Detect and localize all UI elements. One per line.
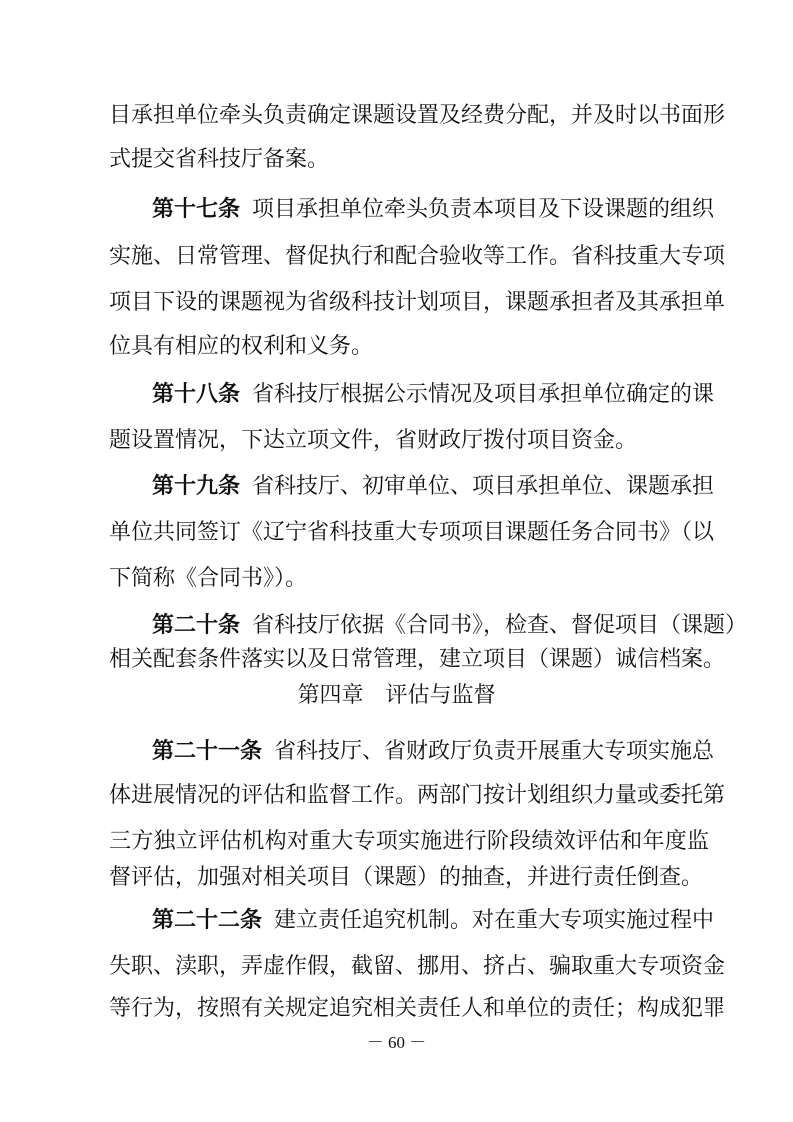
article-label: 第二十二条 bbox=[152, 908, 263, 933]
article-text: 建立责任追究机制。对在重大专项实施过程中 bbox=[274, 908, 715, 933]
article-text: 省科技厅依据《合同书》，检查、督促项目（课题） bbox=[252, 613, 748, 638]
paragraph-line: 实施、日常管理、督促执行和配合验收等工作。省科技重大专项 bbox=[109, 244, 726, 269]
article-22-first-line bbox=[152, 906, 715, 936]
paragraph-line: 三方独立评估机构对重大专项实施进行阶段绩效评估和年度监 bbox=[109, 829, 709, 854]
paragraph-line: 失职、渎职，弄虚作假，截留、挪用、挤占、骗取重大专项资金 bbox=[109, 954, 726, 979]
paragraph-line: 等行为，按照有关规定追究相关责任人和单位的责任；构成犯罪 bbox=[109, 996, 726, 1021]
paragraph-line: 位具有相应的权利和义务。 bbox=[109, 334, 374, 359]
chapter-number: 第四章 bbox=[297, 683, 364, 708]
article-label: 第二十一条 bbox=[152, 739, 263, 764]
article-text: 省科技厅根据公示情况及项目承担单位确定的课 bbox=[252, 382, 715, 407]
article-18-first-line bbox=[152, 380, 715, 410]
paragraph-line: 式提交省科技厅备案。 bbox=[109, 147, 330, 172]
article-21-first-line bbox=[152, 737, 715, 767]
paragraph-line: 目承担单位牵头负责确定课题设置及经费分配，并及时以书面形 bbox=[109, 103, 726, 128]
article-text: 项目承担单位牵头负责本项目及下设课题的组织 bbox=[252, 197, 715, 222]
chapter-title: 评估与监督 bbox=[385, 683, 496, 708]
article-label: 第十七条 bbox=[152, 197, 241, 222]
paragraph-line: 下简称《合同书》）。 bbox=[109, 566, 308, 591]
article-text: 省科技厅、省财政厅负责开展重大专项实施总 bbox=[274, 739, 715, 764]
page-number: － 60 － bbox=[366, 1033, 427, 1052]
paragraph-line: 项目下设的课题视为省级科技计划项目，课题承担者及其承担单 bbox=[109, 290, 726, 315]
chapter-heading bbox=[0, 681, 793, 711]
article-17-first-line bbox=[152, 195, 715, 225]
paragraph-line: 相关配套条件落实以及日常管理，建立项目（课题）诚信档案。 bbox=[109, 647, 726, 672]
article-label: 第二十条 bbox=[152, 613, 241, 638]
paragraph-line: 体进展情况的评估和监督工作。两部门按计划组织力量或委托第 bbox=[109, 783, 726, 808]
article-19-first-line bbox=[152, 472, 715, 502]
article-label: 第十八条 bbox=[152, 382, 241, 407]
paragraph-line: 单位共同签订《辽宁省科技重大专项项目课题任务合同书》（以 bbox=[109, 520, 715, 545]
paragraph-line: 题设置情况，下达立项文件，省财政厅拨付项目资金。 bbox=[109, 428, 638, 453]
paragraph-line: 督评估，加强对相关项目（课题）的抽查，并进行责任倒查。 bbox=[109, 865, 704, 890]
article-20-first-line bbox=[152, 611, 748, 641]
article-label: 第十九条 bbox=[152, 474, 241, 499]
article-text: 省科技厅、初审单位、项目承担单位、课题承担 bbox=[252, 474, 715, 499]
